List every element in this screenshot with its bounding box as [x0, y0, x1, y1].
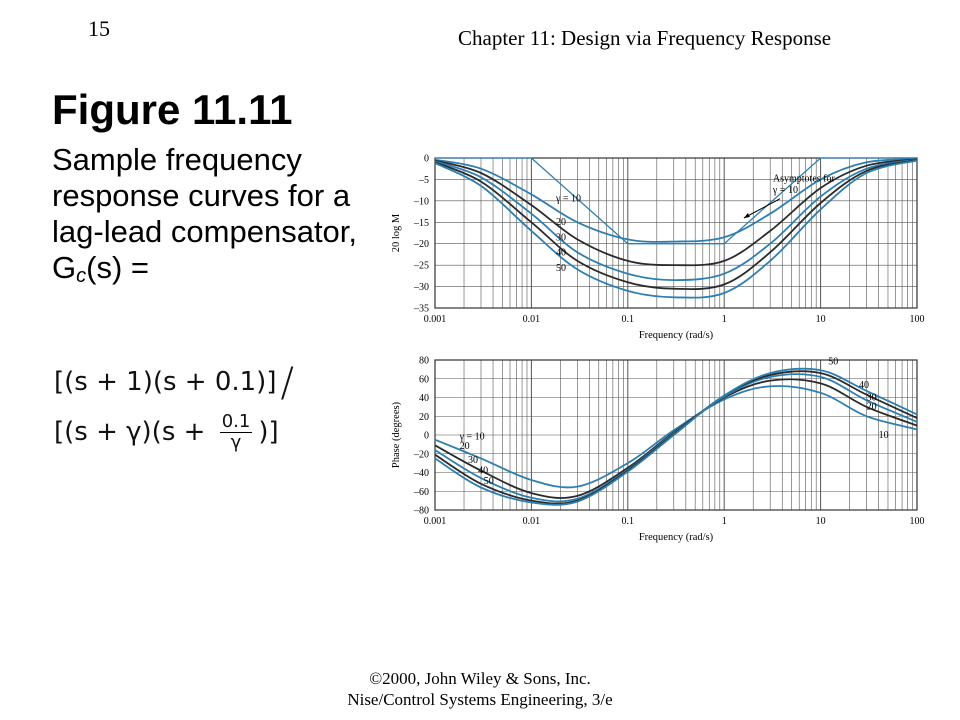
phase-annotation: 40: [478, 465, 489, 477]
phase-x-tick-label: 0.01: [522, 516, 541, 527]
phase-x-tick-label: 10: [815, 516, 826, 527]
phase-series-line: [435, 374, 917, 501]
magnitude-x-tick-label: 1: [721, 314, 727, 325]
annotation-arrowhead: [744, 213, 750, 218]
phase-annotation: 30: [866, 392, 877, 404]
footer-copyright: ©2000, John Wiley & Sons, Inc.: [369, 669, 591, 688]
phase-plot: [391, 356, 925, 544]
phase-y-tick-label: –20: [414, 449, 429, 461]
phase-annotation: 30: [468, 455, 479, 467]
phase-series-line: [435, 379, 917, 498]
caption-text: Sample frequency response curves for a lag-lead compensator, G: [52, 142, 358, 285]
phase-annotation: 20: [459, 441, 470, 453]
magnitude-y-tick-label: –5: [419, 174, 429, 186]
phase-annotation: 20: [866, 401, 877, 413]
chapter-title: Chapter 11: Design via Frequency Response: [458, 26, 832, 50]
phase-y-tick-label: 0: [424, 430, 429, 442]
magnitude-y-axis-label: 20 log M: [391, 213, 402, 253]
magnitude-y-tick-label: –30: [414, 282, 429, 294]
magnitude-annotation: Asymptotes for: [772, 173, 835, 185]
fraction-denominator: γ: [230, 432, 242, 453]
magnitude-annotation: 50: [556, 263, 567, 275]
phase-annotation: 50: [828, 356, 839, 368]
magnitude-annotation: γ = 10: [772, 185, 798, 197]
magnitude-annotation: 20: [556, 216, 567, 228]
phase-y-axis-label: Phase (degrees): [391, 401, 402, 469]
magnitude-series-line: [435, 159, 917, 265]
phase-x-tick-label: 100: [909, 516, 925, 527]
formula-numerator-row: [54, 360, 294, 412]
magnitude-series-line: [435, 159, 917, 242]
caption-subscript: c: [76, 265, 87, 287]
magnitude-y-tick-label: –15: [414, 217, 429, 229]
caption-tail: (s) =: [86, 250, 149, 285]
magnitude-x-tick-label: 0.1: [621, 314, 635, 325]
phase-annotation: 10: [878, 429, 889, 441]
magnitude-x-tick-label: 0.01: [522, 314, 541, 325]
magnitude-plot: [391, 154, 925, 342]
formula-den-a: [(s + γ)(s +: [54, 417, 206, 447]
formula-fraction: [220, 412, 253, 453]
footer-book: Nise/Control Systems Engineering, 3/e: [347, 690, 613, 709]
magnitude-annotation: 40: [556, 247, 567, 259]
magnitude-y-tick-label: 0: [424, 153, 429, 165]
magnitude-x-tick-label: 100: [909, 314, 925, 325]
magnitude-y-tick-label: –10: [414, 196, 429, 208]
magnitude-series-line: [435, 160, 917, 280]
magnitude-y-tick-label: –20: [414, 239, 429, 251]
bode-plots: [380, 148, 925, 553]
phase-x-axis-label: Frequency (rad/s): [638, 532, 714, 543]
page-number: 15: [88, 16, 110, 41]
phase-y-tick-label: 60: [419, 374, 429, 386]
magnitude-x-tick-label: 0.001: [423, 314, 447, 325]
footer: [0, 668, 960, 710]
transfer-function-formula: [54, 360, 294, 464]
phase-annotation: 50: [483, 475, 494, 487]
phase-y-tick-label: 80: [419, 355, 429, 367]
magnitude-y-tick-label: –25: [414, 260, 429, 272]
magnitude-x-tick-label: 10: [815, 314, 826, 325]
phase-annotation: γ = 10: [459, 431, 485, 443]
formula-slash: /: [280, 360, 294, 406]
magnitude-x-axis-label: Frequency (rad/s): [638, 330, 714, 341]
figure-caption: [52, 142, 362, 294]
phase-x-tick-label: 1: [721, 516, 727, 527]
formula-denominator-row: [54, 412, 294, 464]
phase-y-tick-label: –80: [414, 505, 429, 517]
formula-den-b: )]: [258, 417, 279, 447]
phase-y-tick-label: –60: [414, 486, 429, 498]
phase-y-tick-label: –40: [414, 468, 429, 479]
phase-x-tick-label: 0.001: [423, 516, 447, 527]
magnitude-annotation: γ = 10: [556, 193, 582, 205]
magnitude-annotation: 30: [556, 232, 567, 244]
phase-y-tick-label: 20: [419, 411, 429, 423]
fraction-numerator: 0.1: [221, 411, 251, 432]
phase-x-tick-label: 0.1: [621, 516, 635, 527]
annotation-arrow: [744, 199, 780, 218]
formula-numerator: [(s + 1)(s + 0.1)]: [54, 367, 277, 397]
magnitude-y-tick-label: –35: [414, 303, 429, 315]
phase-annotation: 40: [858, 380, 869, 392]
figure-title: Figure 11.11: [52, 86, 293, 133]
phase-y-tick-label: 40: [419, 393, 429, 404]
